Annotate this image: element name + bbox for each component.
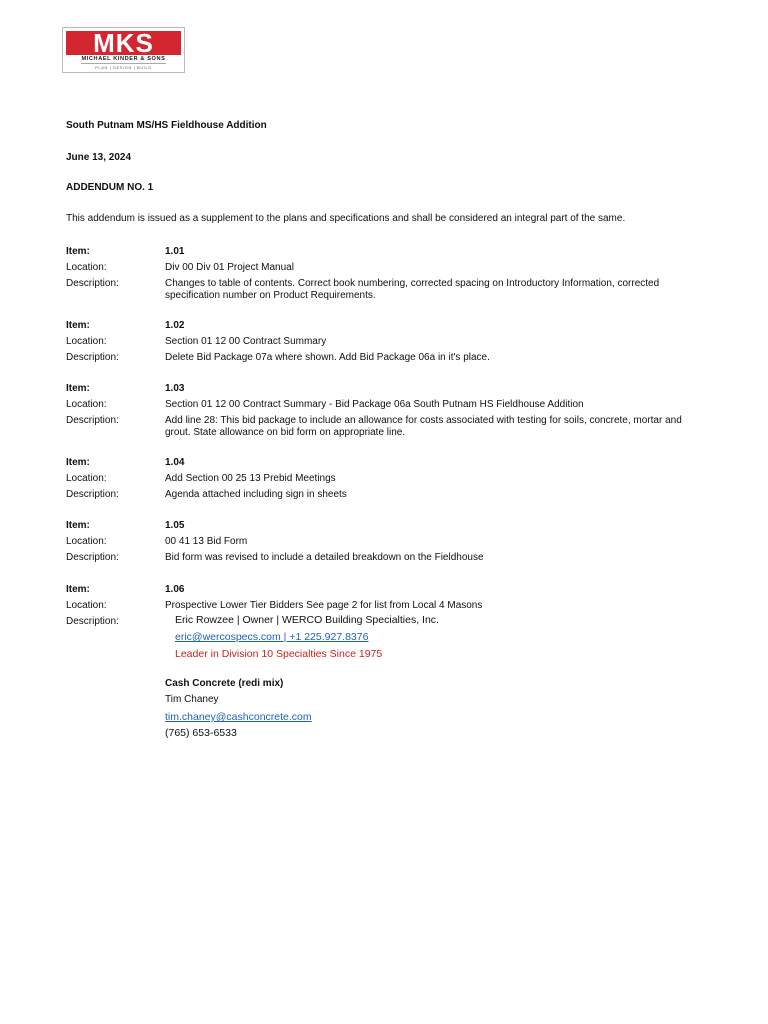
item-description: Bid form was revised to include a detailed breakdown on the Fieldhouse (165, 552, 484, 563)
location-label: Location: (66, 600, 107, 611)
item-description: Agenda attached including sign in sheets (165, 489, 347, 500)
item-number: 1.06 (165, 584, 185, 595)
item-location: 00 41 13 Bid Form (165, 536, 248, 547)
cash-phone: (765) 653-6533 (165, 727, 237, 739)
werco-email-link[interactable]: eric@wercospecs.com | +1 225.927.8376 (175, 631, 369, 643)
item-label: Item: (66, 457, 90, 468)
item-label: Item: (66, 520, 90, 531)
item-location: Div 00 Div 01 Project Manual (165, 262, 294, 273)
logo-divider (81, 63, 166, 64)
description-label: Description: (66, 489, 119, 500)
logo-tagline: PLAN | DESIGN | BUILD (95, 65, 152, 70)
item-label: Item: (66, 584, 90, 595)
item-location: Section 01 12 00 Contract Summary (165, 336, 327, 347)
item-description: Changes to table of contents. Correct book numbering, corrected spacing on Introductory Information, corrected specification number on Product Requirements. (165, 278, 660, 301)
description-label: Description: (66, 352, 119, 363)
location-label: Location: (66, 262, 107, 273)
item-number: 1.05 (165, 520, 185, 531)
item-label: Item: (66, 320, 90, 331)
logo-company-name: MICHAEL KINDER & SONS (81, 56, 166, 62)
location-label: Location: (66, 536, 107, 547)
item-location: Add Section 00 25 13 Prebid Meetings (165, 473, 336, 484)
werco-tagline: Leader in Division 10 Specialties Since 1975 (175, 648, 383, 660)
logo-mark: MKS (66, 31, 181, 55)
item-description: Delete Bid Package 07a where shown. Add Bid Package 06a in it's place. (165, 352, 490, 363)
item-number: 1.01 (165, 246, 185, 257)
item-label: Item: (66, 383, 90, 394)
description-label: Description: (66, 552, 119, 563)
cash-email-link[interactable]: tim.chaney@cashconcrete.com (165, 711, 312, 723)
project-title: South Putnam MS/HS Fieldhouse Addition (66, 120, 267, 131)
item-number: 1.04 (165, 457, 185, 468)
item-location: Prospective Lower Tier Bidders See page 2 for list from Local 4 Masons (165, 600, 483, 611)
item-number: 1.03 (165, 383, 185, 394)
document-date: June 13, 2024 (66, 152, 132, 163)
location-label: Location: (66, 473, 107, 484)
werco-contact-line: Eric Rowzee | Owner | WERCO Building Specialties, Inc. (175, 614, 439, 626)
cash-concrete-heading: Cash Concrete (redi mix) (165, 678, 284, 689)
cash-contact-name: Tim Chaney (165, 694, 219, 705)
item-number: 1.02 (165, 320, 185, 331)
addendum-number: ADDENDUM NO. 1 (66, 182, 154, 193)
item-label: Item: (66, 246, 90, 257)
location-label: Location: (66, 399, 107, 410)
location-label: Location: (66, 336, 107, 347)
description-label: Description: (66, 415, 119, 426)
item-location: Section 01 12 00 Contract Summary - Bid Package 06a South Putnam HS Fieldhouse Addition (165, 399, 584, 410)
description-label: Description: (66, 278, 119, 289)
intro-paragraph: This addendum is issued as a supplement to the plans and specifications and shall be considered an integral part of the same. (66, 213, 626, 224)
description-label: Description: (66, 616, 119, 627)
item-description: Add line 28: This bid package to include an allowance for costs associated with testing for soils, concrete, mortar and grout. State allowance on bid form on appropriate line. (165, 415, 682, 438)
company-logo (62, 27, 185, 73)
